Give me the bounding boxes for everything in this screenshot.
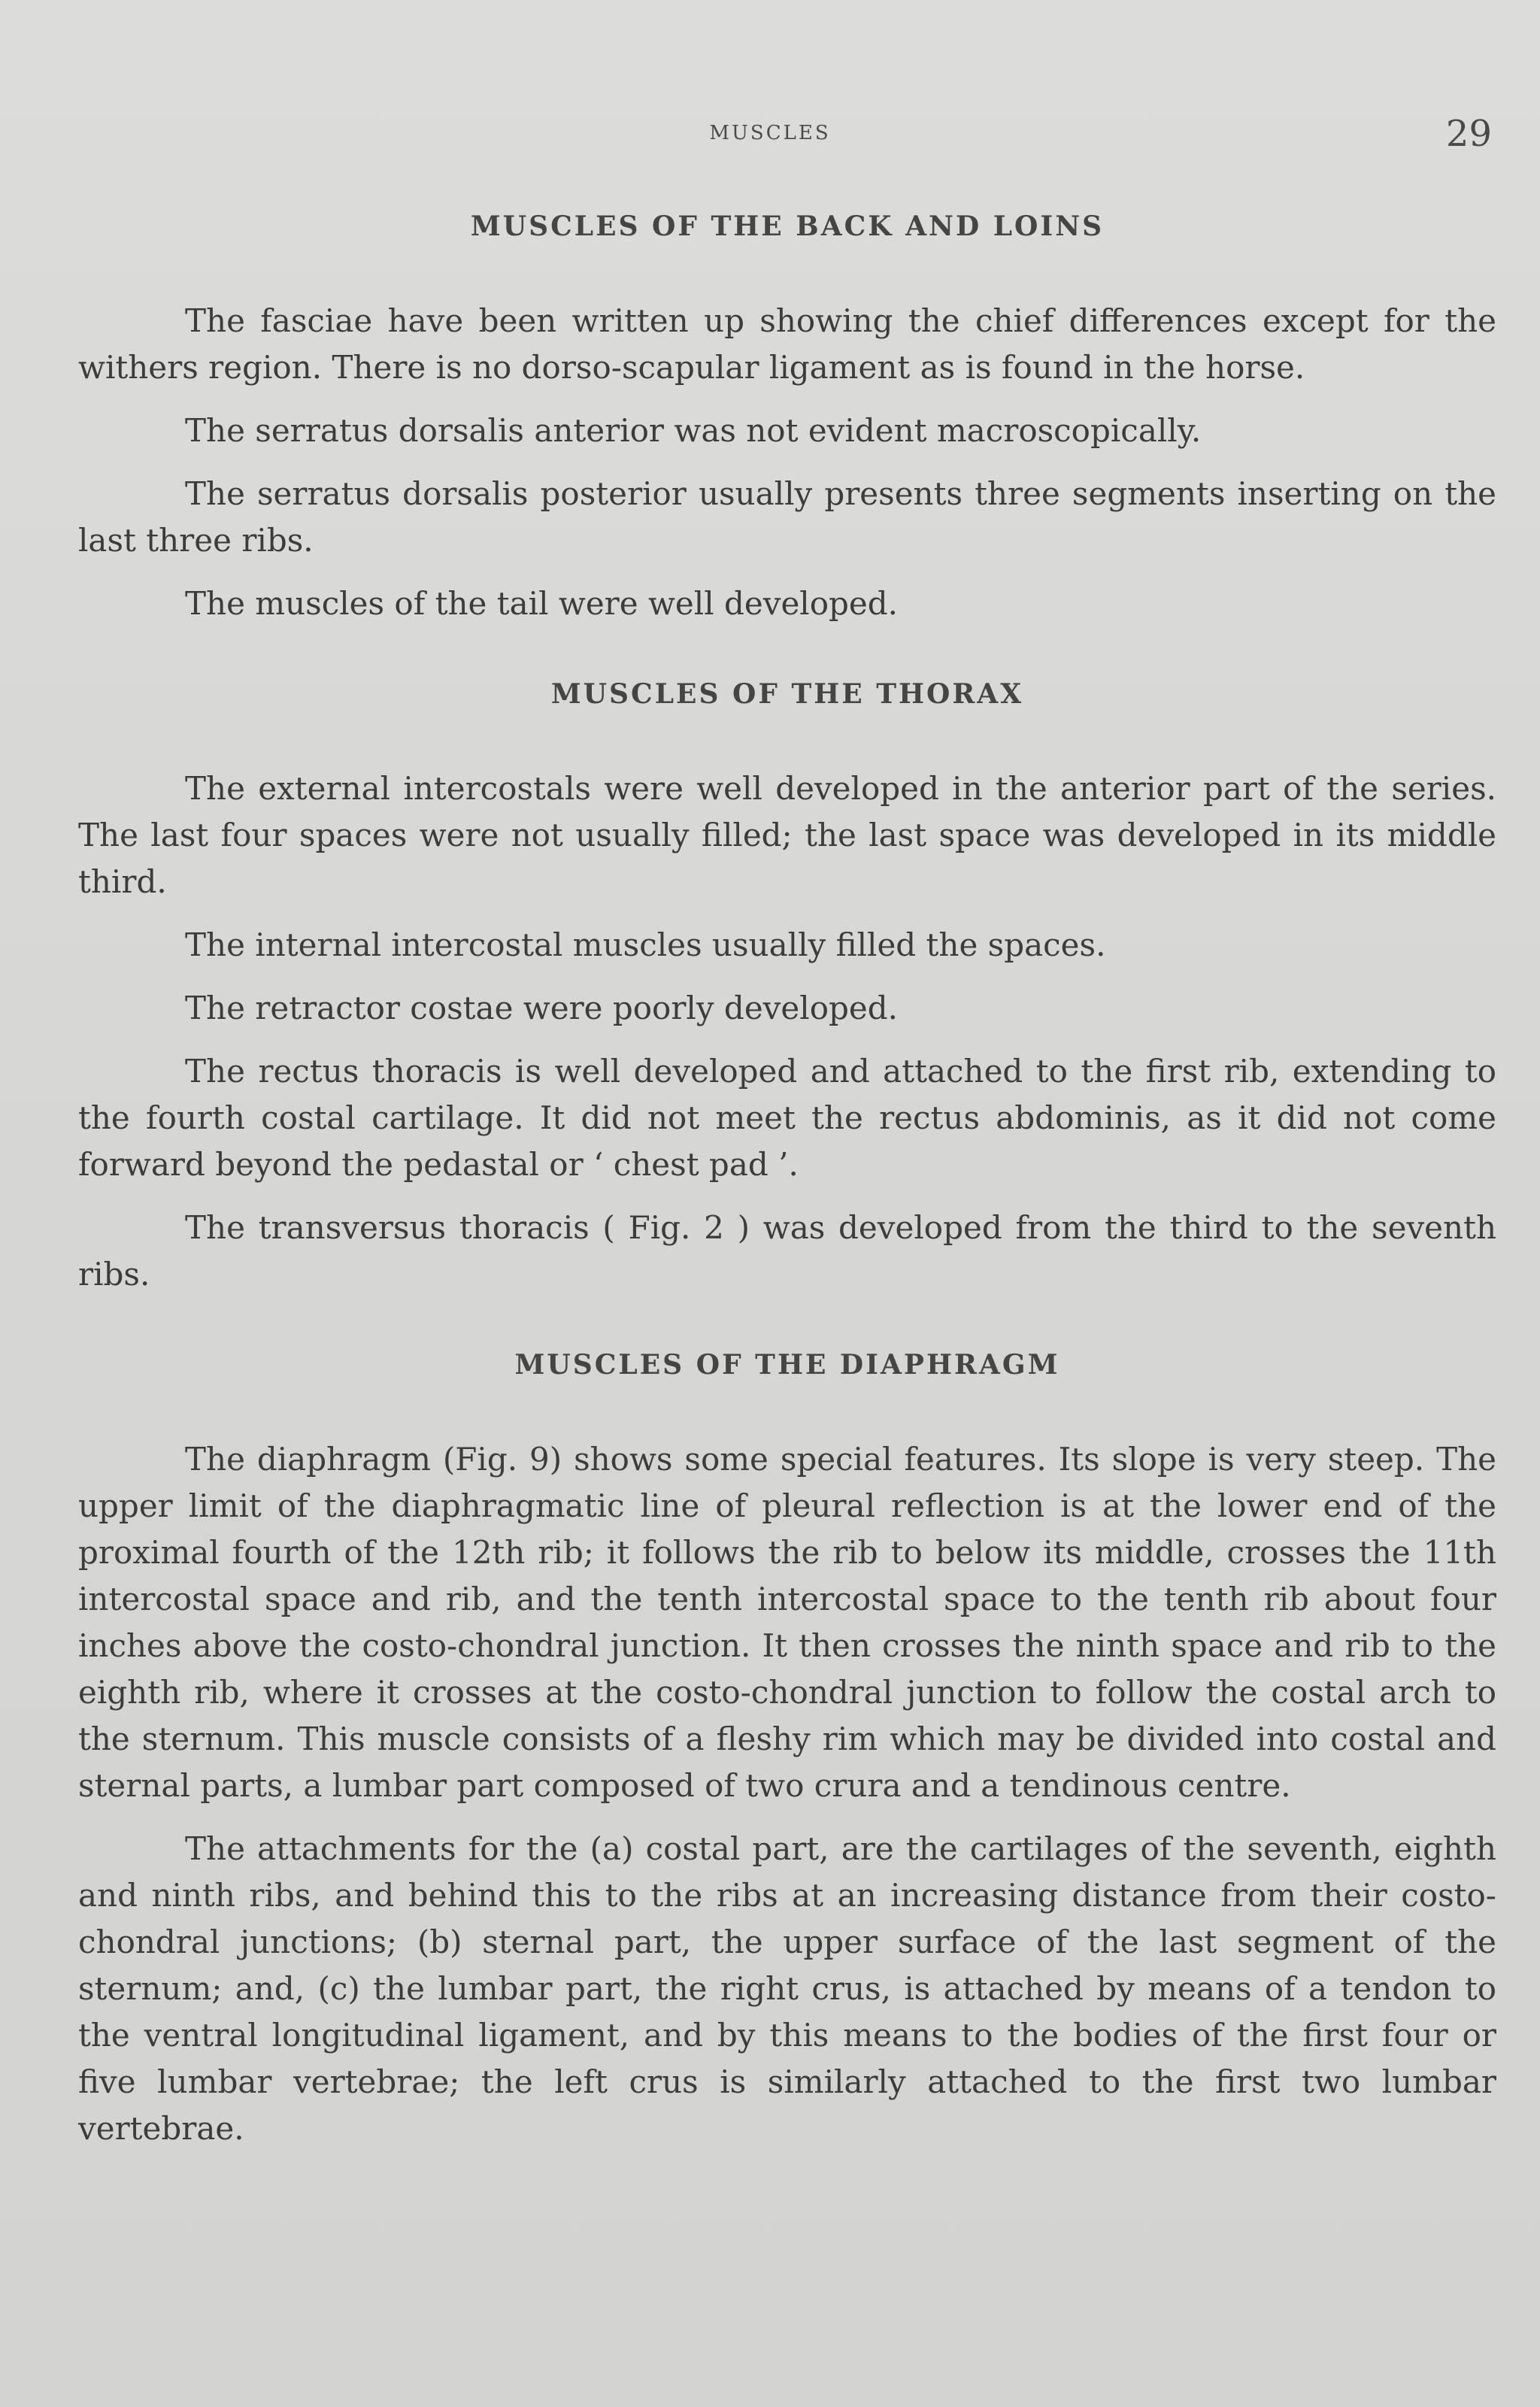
section-heading: MUSCLES OF THE BACK AND LOINS: [470, 211, 1105, 242]
paragraph: The serratus dorsalis anterior was not evident macroscopically.: [185, 412, 1202, 449]
paragraph: The muscles of the tail were well developed.: [185, 585, 898, 622]
page-body: [78, 211, 1496, 2152]
running-title: MUSCLES: [709, 122, 831, 144]
running-header: [0, 113, 1540, 156]
paragraph: The external intercostals were well developed in the anterior part of the series. The last four spaces were not usually filled; the last space was developed in its middle third.: [78, 770, 1496, 900]
paragraph: The rectus thoracis is well developed and attached to the first rib, extending to the fourth costal cartilage. It did not meet the rectus abdominis, as it did not come forward beyond the pedastal or ‘ chest pad ’.: [78, 1053, 1496, 1183]
paragraph: The retractor costae were poorly developed.: [185, 990, 898, 1026]
section-diaphragm: [78, 1349, 1496, 2152]
section-heading: MUSCLES OF THE DIAPHRAGM: [514, 1349, 1060, 1381]
paragraph: The diaphragm (Fig. 9) shows some special features. Its slope is very steep. The upper limit of the diaphragmatic line of pleural reflection is at the lower end of the proximal fourth of the 12th rib; it follows the rib to below its middle, crosses the 11th intercostal space and rib, and the tenth intercostal space to the tenth rib about four inches above the costo-chondral junction. It then crosses the ninth space and rib to the eighth rib, where it crosses at the costo-chondral junction to follow the costal arch to the sternum. This muscle consists of a fleshy rim which may be divided into costal and sternal parts, a lumbar part composed of two crura and a tendinous centre.: [78, 1441, 1496, 1804]
paragraph: The transversus thoracis ( Fig. 2 ) was developed from the third to the seventh ribs.: [78, 1209, 1496, 1293]
section-thorax: [78, 678, 1496, 1298]
section-heading: MUSCLES OF THE THORAX: [550, 678, 1024, 710]
section-back-and-loins: [78, 211, 1496, 627]
paragraph: The internal intercostal muscles usually filled the spaces.: [185, 926, 1106, 963]
paragraph: The serratus dorsalis posterior usually presents three segments inserting on the last three ribs.: [78, 475, 1496, 559]
page-number: 29: [1445, 113, 1492, 155]
paragraph: The fasciae have been written up showing the chief differences except for the withers region. There is no dorso-scapular ligament as is found in the horse.: [78, 302, 1496, 386]
paragraph: The attachments for the (a) costal part, are the cartilages of the seventh, eighth and ninth ribs, and behind this to the ribs at an increasing distance from their costo-chondral junctions; (b) sternal part, the upper surface of the last segment of the sternum; and, (c) the lumbar part, the right crus, is attached by means of a tendon to the ventral longitudinal ligament, and by this means to the bodies of the first four or five lumbar vertebrae; the left crus is similarly attached to the first two lumbar vertebrae.: [78, 1830, 1496, 2147]
